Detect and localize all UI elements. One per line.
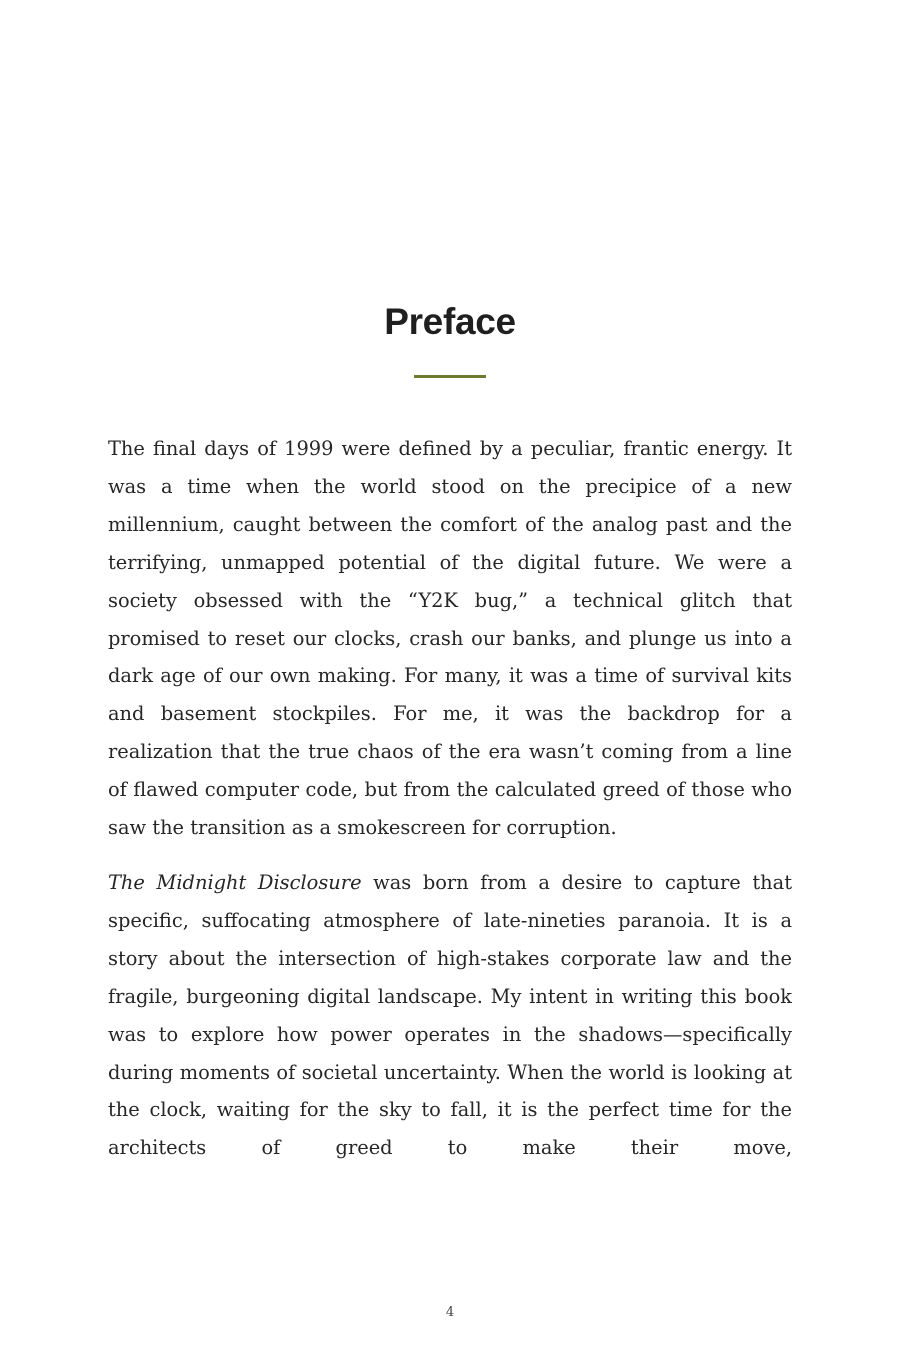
chapter-title: Preface [384,301,516,342]
body-text [108,430,792,1184]
paragraph-1 [108,430,792,847]
paragraph-1-text: The final days of 1999 were defined by a peculiar, frantic energy. It was a time when the world stood on the precipice of a new millennium, caught between the comfort of the analog past and the terrifying, unmapped potential of the digital future. We were a society obsessed with the “Y2K bug,” a technical glitch that promised to reset our clocks, crash our banks, and plunge us into a dark age of our own making. For many, it was a time of survival kits and basement stockpiles. For me, it was the backdrop for a realization that the true chaos of the era wasn’t coming from a line of flawed computer code, but from the calculated greed of those who saw the transition as a smokescreen for corruption. [108,437,792,840]
page-number: 4 [445,1305,455,1320]
title-divider [414,375,486,378]
book-title-italic: The Midnight Disclosure [108,870,362,894]
paragraph-2 [108,864,792,1167]
paragraph-2-text: was born from a desire to capture that specific, suffocating atmosphere of late-nineties paranoia. It is a story about the intersection of high-stakes corporate law and the fragile, burgeoning digital landscape. My intent in writing this book was to explore how power operates in the shadows—specifically during moments of societal uncertainty. When the world is looking at the clock, waiting for the sky to fall, it is the perfect time for the architects of greed to make their move, [108,870,792,1160]
